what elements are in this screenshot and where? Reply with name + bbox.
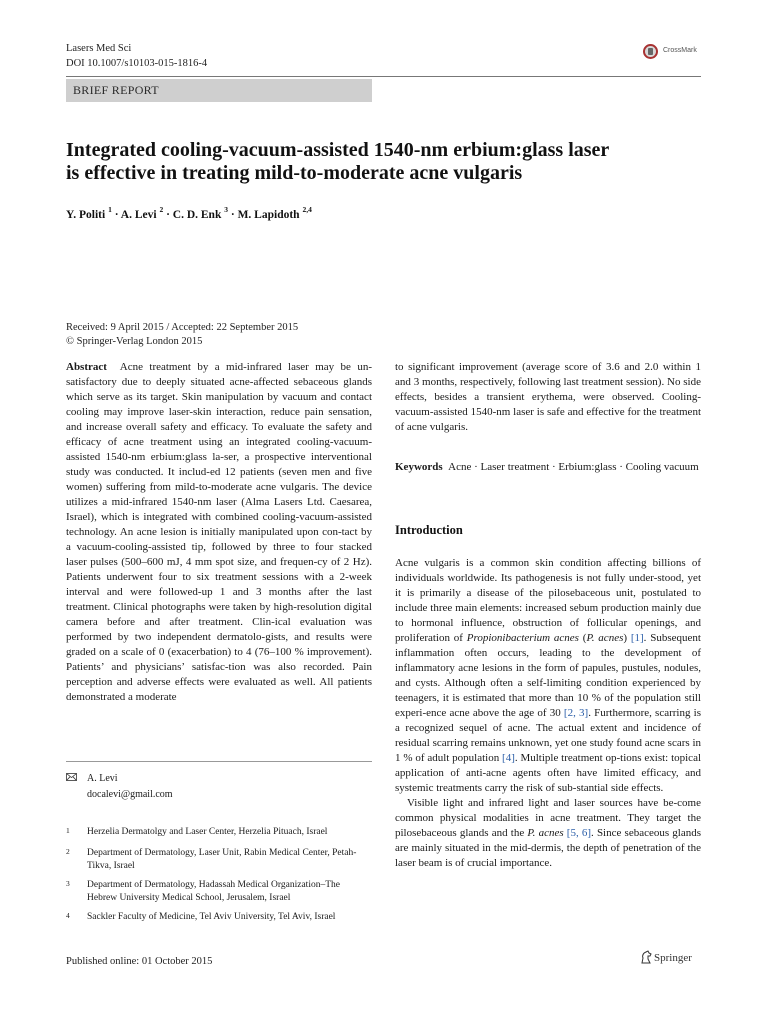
footnote-divider [66,761,372,762]
keywords-text: Acne · Laser treatment · Erbium:glass · Cooling vacuum [448,461,699,473]
keywords-label: Keywords [395,461,443,473]
paragraph-text: . Furthermore, scarring is a recognized sequel of acne. The actual extent and incidence of residual scarring remains unknown, yet one study found acne scars in 1 % of adult population [395,707,702,764]
crossmark-label: CrossMark [663,47,697,54]
journal-name: Lasers Med Sci [66,43,132,54]
author-list [66,206,312,221]
springer-horse-icon [640,950,652,964]
affiliation-text: Sackler Faculty of Medicine, Tel Aviv University, Tel Aviv, Israel [87,912,336,922]
doi[interactable]: DOI 10.1007/s10103-015-1816-4 [66,58,208,69]
author-affiliation-mark: 2 [159,205,164,214]
author-name[interactable]: A. Levi $^2$ [120,205,164,221]
correspondence-email[interactable]: docalevi@gmail.com [87,789,173,800]
paragraph-text: . Since sebaceous glands are mainly situated in the mid-dermis, the depth of penetration of the laser beam is of crucial importance. [395,827,701,869]
affiliation [66,911,372,924]
paragraph-text: . Multiple treatment op-tions exist: topical application of anti-acne agents often have limited efficacy, and systemic treatments carry the risk of sub-stantial side effects. [395,752,702,794]
crossmark-badge[interactable] [643,44,713,62]
affiliation-number: 2 [66,847,70,856]
citation-link[interactable]: [4] [502,752,515,764]
keywords [395,460,701,475]
author-affiliation-mark: 3 [224,205,228,214]
title-line-2: is effective in treating mild-to-moderate acne vulgaris [66,162,523,184]
author-name[interactable]: C. D. Enk $^3$ [172,205,228,221]
envelope-icon [66,773,77,781]
journal-header [66,41,207,71]
paragraph-text: . Subsequent inflammation often occurs, leading to the development of inflammatory acne lesions in the form of papules, pustules, nodules, and cysts. Although often a self-limiting condition experienced by teenagers, it is estimated that more than 10 % of the population still experi-ence acne above the age of 30 [395,632,701,719]
affiliation [66,826,372,839]
citation-link[interactable]: [5, 6] [566,827,592,839]
italic-term: P. acnes [586,632,624,644]
affiliation-text: Department of Dermatology, Laser Unit, Rabin Medical Center, Petah-Tikva, Israel [87,848,357,871]
header-divider [66,76,701,77]
abstract-text: Acne treatment by a mid-infrared laser may be un-satisfactory due to deeply situated acne-affected sebaceous glands which serve as its target. Skin manipulation by vacuum and contact cooling may improve laser-skin interaction, reduce pain sensation, and increase overall safety and efficacy. To evaluate the safety and efficacy of acne treatment using an integrated cooling-vacuum-assisted 1540-nm erbium:glass la-ser, a prospective interventional study was conducted. It includ-ed 12 patients (seven men and five women) suffering from mild-to-moderate acne vulgaris. The device utilizes a mid-infrared 1540-nm laser (Alma Lasers Ltd. Caesarea, Israel), which is integrated with combined cooling-vacuum-assisted technology. An acne lesion is initially manipulated upon con-tact by a vacuum-cooling-assisted tip, followed by three to four stacked laser pulses (500–600 mJ, 4 mm spot size, and frequen-cy of 2 Hz). Patients underwent four to six treatment sessions with a 2-week interval and were followed-up 1 and 3 months after the last treatment. Clinical photographs were taken by high-resolution digital camera before and after treatment. Clin-ical evaluation was performed by two independent dermatolo-gists, and results were graded on a scale of 0 (exacerbation) to 4 (76–100 % improvement). Patients’ and physicians’ satisfac-tion was also recorded. Pain perception and adverse effects were evaluated as well. All patients demonstrated a moderate [66,361,373,703]
affiliation [66,879,372,905]
author-name[interactable]: Y. Politi $^1$ [66,205,112,221]
abstract [66,360,372,705]
correspondence [66,771,173,803]
affiliation-number: 4 [66,911,70,920]
correspondence-name: A. Levi [87,773,118,784]
paragraph-text: Visible light and infrared light and laser sources have be-come common physical modalities in acne treatment. They target the pilosebaceous glands and the [395,797,701,839]
copyright: © Springer-Verlag London 2015 [66,336,203,347]
affiliation [66,847,372,873]
title-line-1: Integrated cooling-vacuum-assisted 1540-nm erbium:glass laser [66,139,610,161]
author-name[interactable]: M. Lapidoth $^{2,4}$ [237,205,312,221]
author-separator: · [111,208,121,221]
publisher-name: Springer [654,952,692,964]
article-dates [66,321,298,349]
section-label: BRIEF REPORT [66,79,372,102]
article-title [66,139,706,185]
publisher-logo [640,950,692,964]
author-separator: · [227,208,238,221]
citation-link[interactable]: [2, 3] [563,707,589,719]
received-accepted: Received: 9 April 2015 / Accepted: 22 September 2015 [66,322,299,333]
introduction-body [395,556,701,871]
affiliation-number: 1 [66,826,70,835]
introduction-paragraph [395,796,701,871]
affiliation-number: 3 [66,879,70,888]
italic-term: Propionibacterium acnes [466,632,579,644]
introduction-heading: Introduction [395,523,463,537]
introduction-paragraph [395,556,701,796]
affiliation-text: Herzelia Dermatolgy and Laser Center, Herzelia Pituach, Israel [87,827,328,837]
author-separator: · [163,208,173,221]
affiliation-text: Department of Dermatology, Hadassah Medical Organization–The Hebrew University Medical School, Jerusalem, Israel [87,880,340,903]
citation-link[interactable]: [1] [630,632,644,644]
author-affiliation-mark: 1 [108,205,112,214]
paragraph-text: ) [623,632,631,644]
paragraph-text: Acne vulgaris is a common skin condition affecting billions of individuals worldwide. Its pathogenesis is not fully under-stood, yet it is primarily a disease of the pilosebaceous unit, postulated to include three main elements: increased sebum production mainly due to hormonal influence, obstruction of follicular openings, and proliferation of [395,557,701,644]
abstract-label: Abstract [66,361,107,373]
published-date: Published online: 01 October 2015 [66,956,213,967]
italic-term: P. acnes [527,827,564,839]
author-affiliation-mark: 2,4 [302,205,312,214]
paragraph-text: ( [578,632,587,644]
crossmark-icon [643,44,658,59]
abstract-continued: to significant improvement (average score of 3.6 and 2.0 within 1 and 3 months, respectively, following last treatment session). No side effects, besides a transient erythema, were observed. Cooling-vacuum-assisted 1540-nm laser is safe and effective for the treatment of acne vulgaris. [395,361,701,433]
